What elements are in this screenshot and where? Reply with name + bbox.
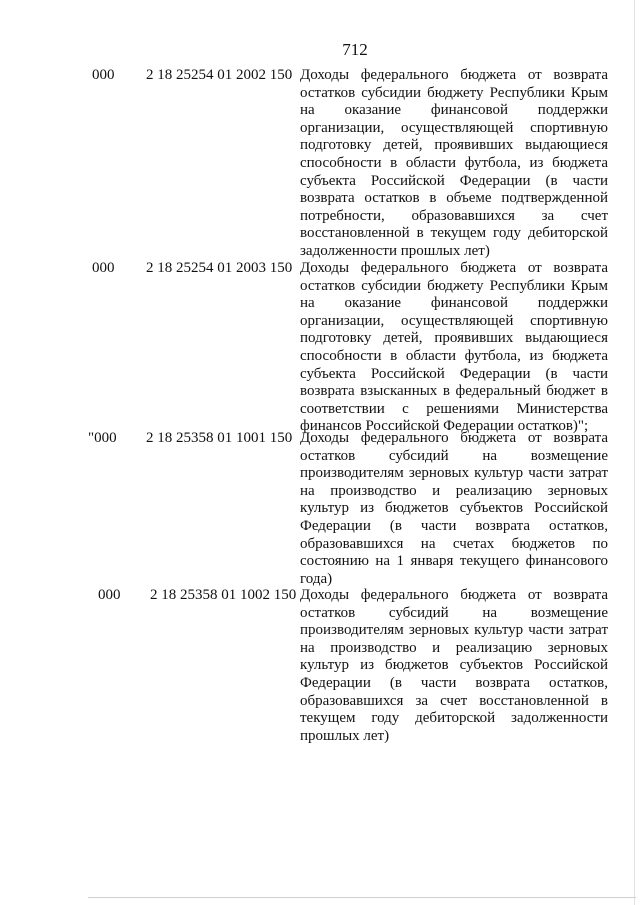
income-description: Доходы федерального бюджета от возврата остатков субсидии бюджету Республики Крым на оказание финансовой поддержки организации, осуществляющей спортивную подготовку детей, проявивших выдающиеся способности в области футбола, из бюджета субъекта Российской Федерации (в части возврата остатков в объеме подтвержденной потребности, образовавшихся за счет восстановленной в текущем году дебиторской задолженности прошлых лет) (300, 67, 608, 259)
admin-code: "000 (88, 430, 117, 446)
budget-classification-code: 2 18 25358 01 1002 150 (150, 587, 297, 603)
income-description: Доходы федерального бюджета от возврата остатков субсидий на возмещение производителям зерновых культур части затрат на производство и реализацию зерновых культур из бюджетов субъектов Российской Федерации (в части возврата остатков, образовавшихся на счетах бюджетов по состоянию на 1 января текущего финансового года) (300, 430, 608, 587)
scan-edge-line (634, 0, 635, 905)
admin-code: 000 (92, 260, 115, 276)
admin-code: 000 (98, 587, 121, 603)
budget-classification-code: 2 18 25254 01 2002 150 (146, 67, 293, 83)
page-number: 712 (342, 40, 368, 59)
income-description: Доходы федерального бюджета от возврата остатков субсидий на возмещение производителям зерновых культур части затрат на производство и реализацию зерновых культур из бюджетов субъектов Российской Федерации (в части возврата остатков, образовавшихся за счет восстановленной в текущем году дебиторской задолженности прошлых лет) (300, 587, 608, 744)
income-description: Доходы федерального бюджета от возврата остатков субсидии бюджету Республики Крым на оказание финансовой поддержки организации, осуществляющей спортивную подготовку детей, проявивших выдающиеся способности в области футбола, из бюджета субъекта Российской Федерации (в части возврата взысканных в федеральный бюджет в соответствии с решениями Министерства финансов Российской Федерации остатков)"; (300, 260, 608, 435)
budget-classification-code: 2 18 25358 01 1001 150 (146, 430, 293, 446)
admin-code: 000 (92, 67, 115, 83)
scan-bottom-line (88, 897, 636, 898)
budget-classification-code: 2 18 25254 01 2003 150 (146, 260, 293, 276)
